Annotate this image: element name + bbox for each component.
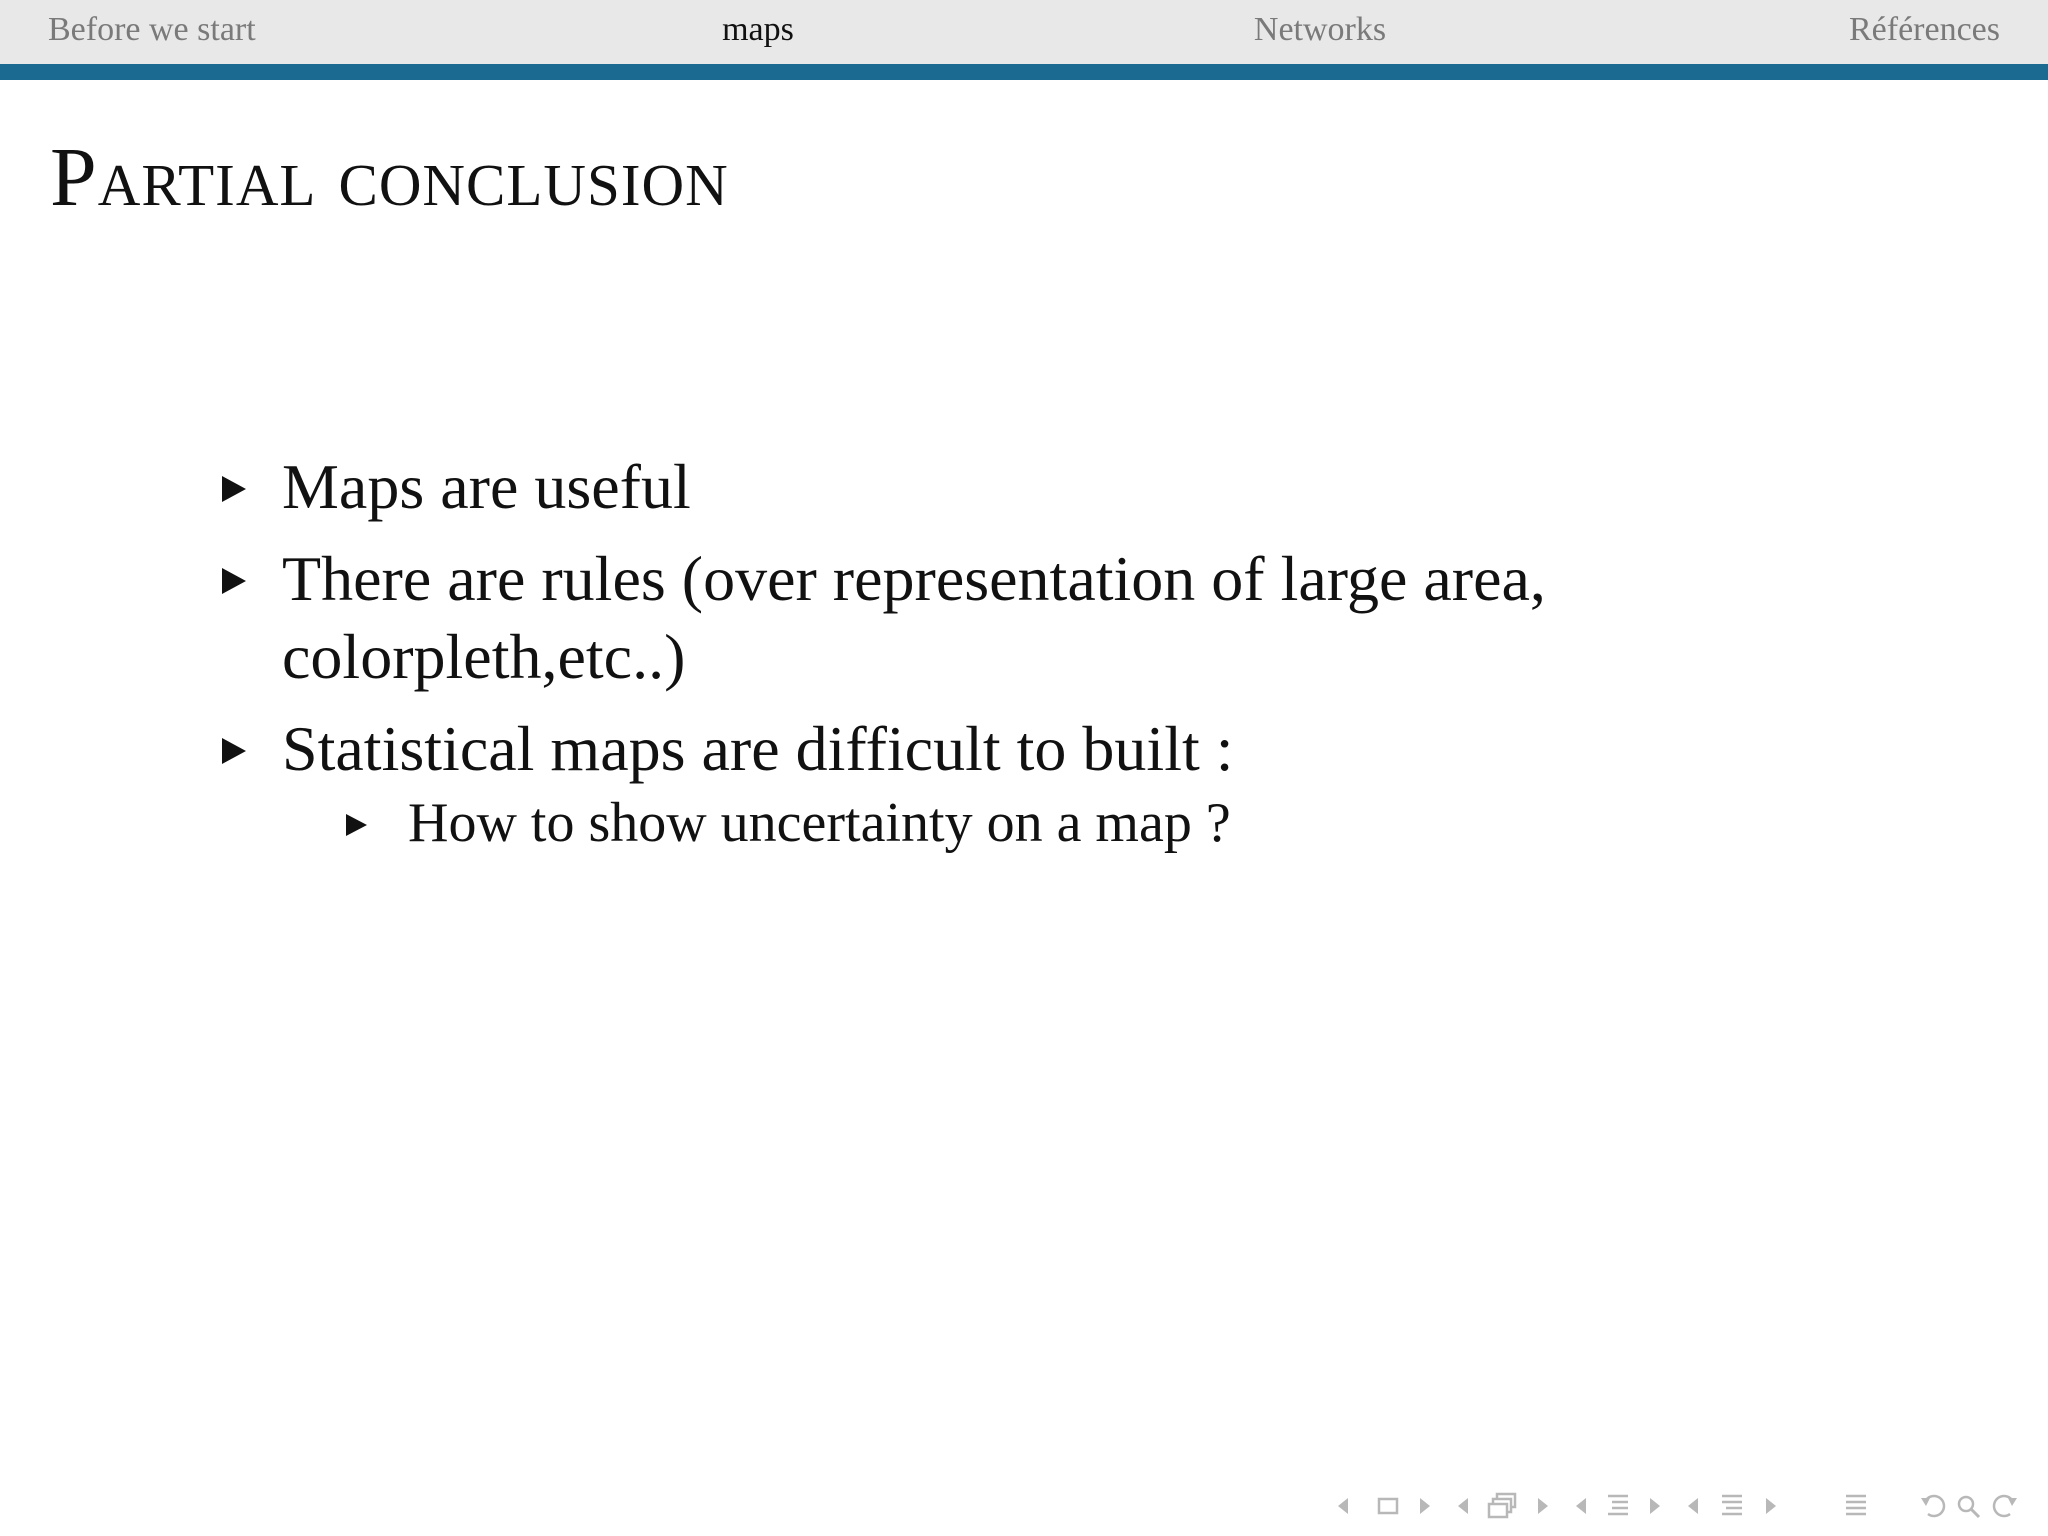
nav-section-references[interactable]: Références bbox=[1848, 11, 2000, 48]
nav-section-before-we-start[interactable]: Before we start bbox=[48, 11, 256, 48]
slide-icon[interactable] bbox=[1376, 1488, 1400, 1524]
bullet-item bbox=[216, 540, 1716, 696]
bullet-text: There are rules (over representation of large area, colorpleth,etc..) bbox=[282, 543, 1546, 692]
prev-frame-icon[interactable] bbox=[1456, 1488, 1470, 1524]
section-navigation-bar bbox=[0, 0, 2048, 64]
next-section-icon[interactable] bbox=[1764, 1488, 1778, 1524]
sub-bullet-text: How to show uncertainty on a map ? bbox=[408, 792, 1231, 854]
nav-section-maps[interactable]: maps bbox=[722, 11, 794, 48]
next-slide-icon[interactable] bbox=[1418, 1488, 1432, 1524]
navigation-symbols bbox=[1336, 1488, 2036, 1524]
bullet-text: Statistical maps are difficult to built : bbox=[282, 713, 1234, 784]
prev-subsection-icon[interactable] bbox=[1574, 1488, 1588, 1524]
next-subsection-icon[interactable] bbox=[1648, 1488, 1662, 1524]
back-icon[interactable] bbox=[1918, 1488, 1950, 1524]
search-icon[interactable] bbox=[1954, 1488, 1984, 1524]
bullet-triangle-icon bbox=[222, 568, 246, 594]
sub-bullet-item bbox=[346, 788, 1716, 858]
bullet-item bbox=[216, 710, 1716, 788]
bullet-item bbox=[216, 448, 1716, 526]
subsection-icon[interactable] bbox=[1604, 1488, 1632, 1524]
next-frame-icon[interactable] bbox=[1536, 1488, 1550, 1524]
bullet-triangle-icon bbox=[222, 738, 246, 764]
sub-bullet-triangle-icon bbox=[346, 814, 367, 836]
prev-section-icon[interactable] bbox=[1686, 1488, 1700, 1524]
forward-icon[interactable] bbox=[1988, 1488, 2020, 1524]
bullet-list bbox=[216, 448, 1716, 858]
bullet-text: Maps are useful bbox=[282, 451, 691, 522]
nav-section-networks[interactable]: Networks bbox=[1253, 11, 1387, 48]
header-accent-rule bbox=[0, 64, 2048, 80]
frame-title: Partial conclusion bbox=[50, 131, 729, 224]
document-icon[interactable] bbox=[1842, 1488, 1870, 1524]
bullet-triangle-icon bbox=[222, 476, 246, 502]
prev-slide-icon[interactable] bbox=[1336, 1488, 1350, 1524]
frame-icon[interactable] bbox=[1486, 1488, 1520, 1524]
section-icon[interactable] bbox=[1718, 1488, 1746, 1524]
